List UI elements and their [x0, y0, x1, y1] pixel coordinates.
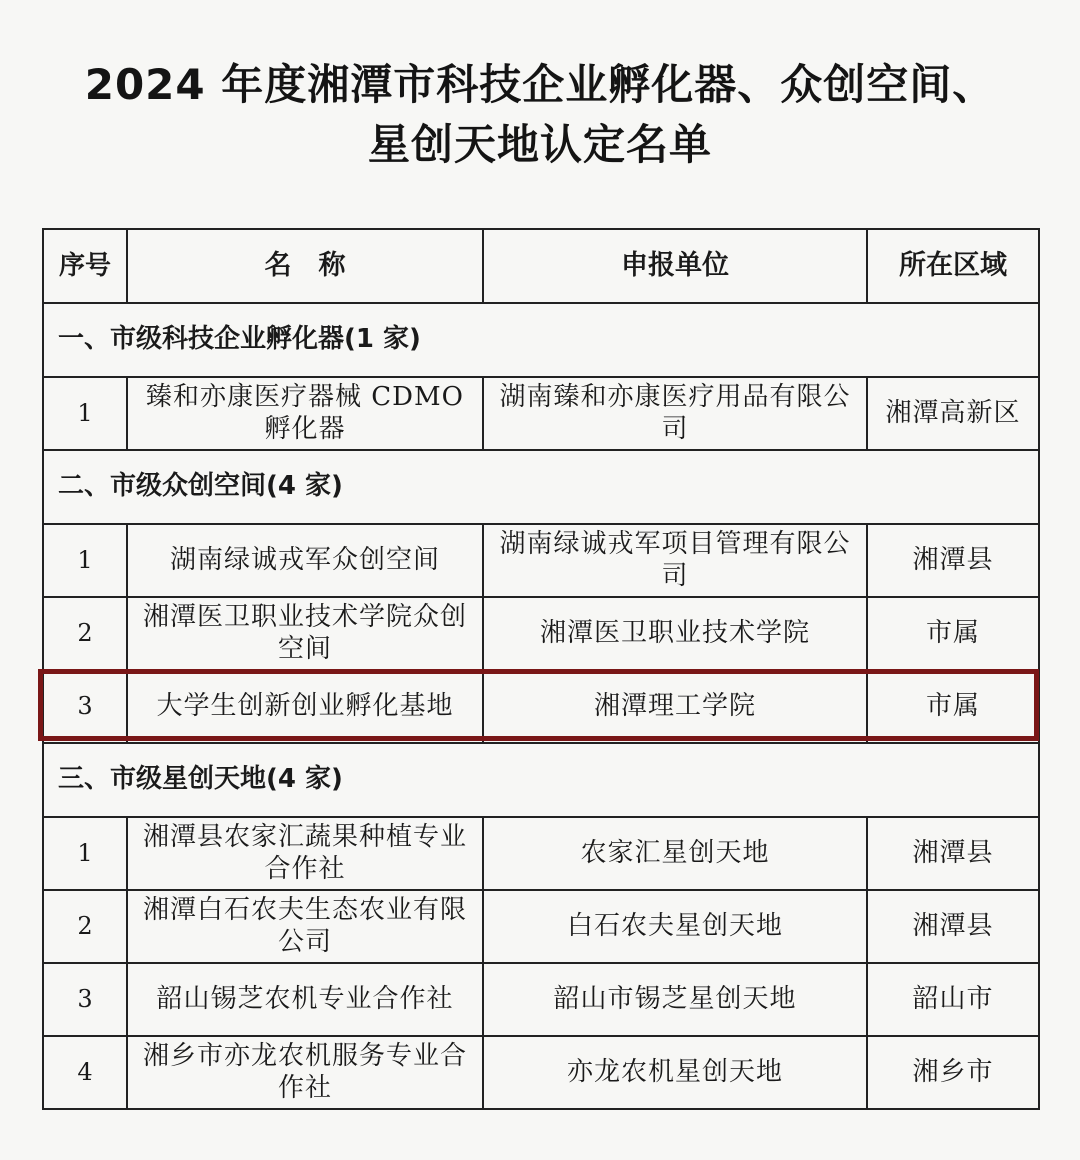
- accreditation-table: [42, 228, 1040, 1110]
- cell-seq: 2: [43, 597, 127, 670]
- cell-area: 韶山市: [867, 963, 1039, 1036]
- cell-seq: 3: [43, 963, 127, 1036]
- cell-seq: 4: [43, 1036, 127, 1109]
- cell-area: 湘乡市: [867, 1036, 1039, 1109]
- section-heading-row: [43, 450, 1039, 524]
- cell-name: 湘潭县农家汇蔬果种植专业合作社: [127, 817, 483, 890]
- cell-name: 臻和亦康医疗器械 CDMO 孵化器: [127, 377, 483, 450]
- table-row: [43, 817, 1039, 890]
- cell-area: 市属: [867, 597, 1039, 670]
- table-header-row: [43, 229, 1039, 303]
- document-title-line-2: 星创天地认定名单: [367, 120, 712, 169]
- cell-unit: 白石农夫星创天地: [483, 890, 867, 963]
- header-name: 名 称: [127, 229, 483, 303]
- table-row: [43, 524, 1039, 597]
- cell-name: 韶山锡芝农机专业合作社: [127, 963, 483, 1036]
- cell-unit: 湖南绿诚戎军项目管理有限公司: [483, 524, 867, 597]
- cell-unit: 亦龙农机星创天地: [483, 1036, 867, 1109]
- cell-unit: 韶山市锡芝星创天地: [483, 963, 867, 1036]
- section-heading: 一、市级科技企业孵化器(1 家): [43, 303, 1039, 377]
- header-unit: 申报单位: [483, 229, 867, 303]
- table-row: [43, 890, 1039, 963]
- header-seq: 序号: [43, 229, 127, 303]
- section-heading: 三、市级星创天地(4 家): [43, 743, 1039, 817]
- cell-area: 湘潭高新区: [867, 377, 1039, 450]
- cell-name: 湖南绿诚戎军众创空间: [127, 524, 483, 597]
- cell-unit: 农家汇星创天地: [483, 817, 867, 890]
- cell-unit: 湘潭医卫职业技术学院: [483, 597, 867, 670]
- cell-name: 湘乡市亦龙农机服务专业合作社: [127, 1036, 483, 1109]
- section-heading-row: [43, 743, 1039, 817]
- section-heading: 二、市级众创空间(4 家): [43, 450, 1039, 524]
- table-row: [43, 963, 1039, 1036]
- section-heading-row: [43, 303, 1039, 377]
- cell-area: 湘潭县: [867, 524, 1039, 597]
- cell-seq: 1: [43, 524, 127, 597]
- cell-seq: 1: [43, 817, 127, 890]
- table-row-highlighted: [43, 670, 1039, 743]
- cell-area: 湘潭县: [867, 817, 1039, 890]
- cell-name: 湘潭医卫职业技术学院众创空间: [127, 597, 483, 670]
- table-row: [43, 1036, 1039, 1109]
- cell-name: 大学生创新创业孵化基地: [127, 670, 483, 743]
- cell-unit: 湖南臻和亦康医疗用品有限公司: [483, 377, 867, 450]
- table-row: [43, 377, 1039, 450]
- cell-unit: 湘潭理工学院: [483, 670, 867, 743]
- cell-name: 湘潭白石农夫生态农业有限公司: [127, 890, 483, 963]
- header-area: 所在区域: [867, 229, 1039, 303]
- table-row: [43, 597, 1039, 670]
- cell-seq: 3: [43, 670, 127, 743]
- cell-area: 市属: [867, 670, 1039, 743]
- document-title-line-1: 2024 年度湘潭市科技企业孵化器、众创空间、: [84, 60, 996, 109]
- cell-seq: 1: [43, 377, 127, 450]
- cell-seq: 2: [43, 890, 127, 963]
- cell-area: 湘潭县: [867, 890, 1039, 963]
